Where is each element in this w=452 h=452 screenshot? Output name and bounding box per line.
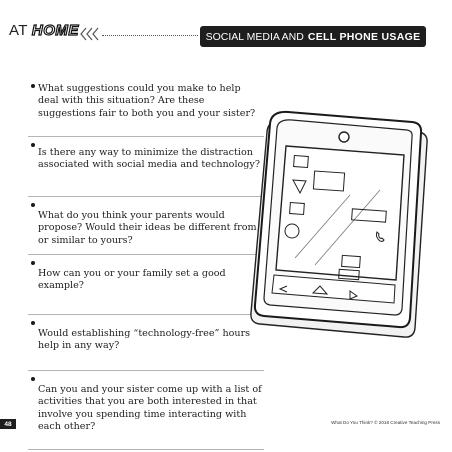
section-title xyxy=(9,22,79,39)
topic-badge xyxy=(200,26,426,47)
list-item xyxy=(28,371,264,450)
bullet-icon xyxy=(31,203,35,207)
question-text: Is there any way to minimize the distraction associated with social media and technology? xyxy=(38,147,261,171)
topic-prefix: SOCIAL MEDIA AND xyxy=(205,30,304,43)
question-text: What suggestions could you make to help deal with this situation? Are these suggestions fair to both you and your sister? xyxy=(38,83,256,119)
list-item xyxy=(28,315,264,371)
bullet-icon xyxy=(31,261,35,265)
bullet-icon xyxy=(31,321,35,325)
list-item xyxy=(28,197,264,255)
page-number: 48 xyxy=(0,419,16,429)
list-item xyxy=(28,137,264,197)
list-item xyxy=(28,255,264,315)
list-item xyxy=(28,78,264,137)
section-prefix: AT xyxy=(9,22,28,39)
footer-credit: What Do You Think? © 2018 Creative Teaching Press xyxy=(331,420,440,425)
question-list xyxy=(28,78,264,450)
bullet-icon xyxy=(31,143,35,147)
question-text: How can you or your family set a good example? xyxy=(38,268,226,292)
bullet-icon xyxy=(31,84,35,88)
smartphone-icon xyxy=(240,100,440,350)
section-name: HOME xyxy=(31,22,79,39)
topic-bold: CELL PHONE USAGE xyxy=(307,30,421,43)
chevrons-icon xyxy=(80,27,102,41)
question-text: What do you think your parents would propose? Would their ideas be different from or similar to yours? xyxy=(38,210,257,246)
question-text: Can you and your sister come up with a list of activities that you are both interested in that involve you spending time interacting with each other? xyxy=(38,384,262,433)
bullet-icon xyxy=(31,377,35,381)
page-header xyxy=(0,0,452,50)
header-dotted-rule xyxy=(102,35,198,36)
question-text: Would establishing “technology-free” hours help in any way? xyxy=(38,328,251,352)
